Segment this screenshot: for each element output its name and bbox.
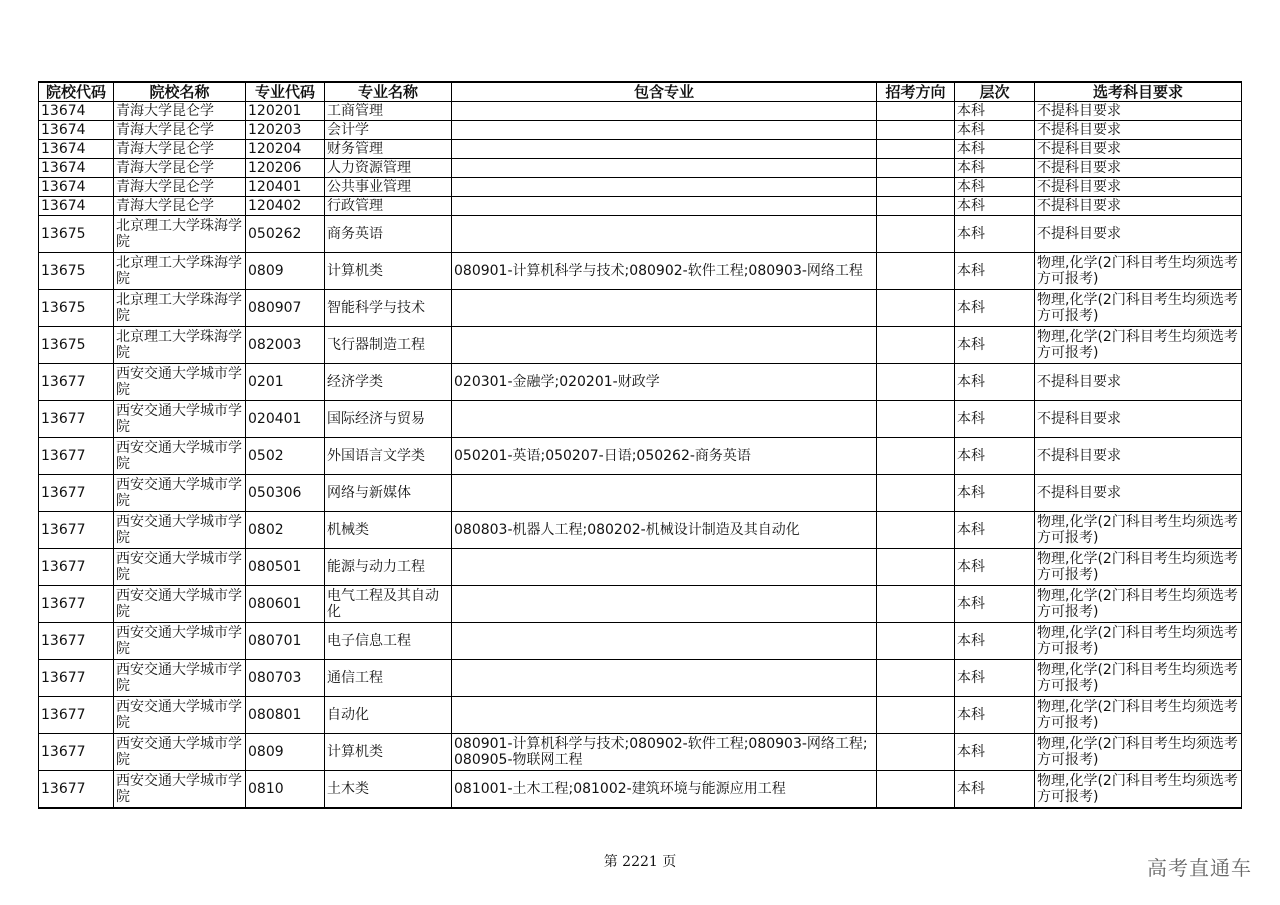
cell-direction	[877, 475, 955, 512]
table-row	[39, 327, 1242, 364]
header-major-code: 专业代码	[246, 82, 325, 102]
cell-direction	[877, 159, 955, 178]
cell-major-code: 120402	[246, 197, 325, 216]
cell-school-name: 西安交通大学城市学院	[114, 475, 246, 512]
cell-included-majors	[452, 159, 877, 178]
cell-school-code: 13677	[39, 697, 114, 734]
table-row	[39, 475, 1242, 512]
cell-school-code: 13677	[39, 660, 114, 697]
cell-subject-requirements: 物理,化学(2门科目考生均须选考方可报考)	[1035, 327, 1242, 364]
table-row	[39, 734, 1242, 771]
cell-subject-requirements: 物理,化学(2门科目考生均须选考方可报考)	[1035, 253, 1242, 290]
cell-level: 本科	[955, 178, 1035, 197]
cell-subject-requirements: 物理,化学(2门科目考生均须选考方可报考)	[1035, 290, 1242, 327]
cell-school-code: 13677	[39, 771, 114, 809]
cell-direction	[877, 290, 955, 327]
cell-major-code: 120401	[246, 178, 325, 197]
cell-subject-requirements: 不提科目要求	[1035, 102, 1242, 121]
cell-included-majors	[452, 660, 877, 697]
cell-included-majors	[452, 623, 877, 660]
cell-major-name: 能源与动力工程	[325, 549, 452, 586]
cell-school-code: 13677	[39, 734, 114, 771]
cell-level: 本科	[955, 197, 1035, 216]
admissions-table	[38, 81, 1242, 809]
cell-school-name: 西安交通大学城市学院	[114, 364, 246, 401]
cell-subject-requirements: 不提科目要求	[1035, 140, 1242, 159]
cell-direction	[877, 586, 955, 623]
cell-major-code: 0809	[246, 734, 325, 771]
cell-major-name: 通信工程	[325, 660, 452, 697]
cell-major-code: 120204	[246, 140, 325, 159]
table-body	[39, 102, 1242, 809]
cell-school-code: 13677	[39, 512, 114, 549]
cell-level: 本科	[955, 771, 1035, 809]
cell-major-name: 财务管理	[325, 140, 452, 159]
table-row	[39, 140, 1242, 159]
cell-school-name: 青海大学昆仑学	[114, 102, 246, 121]
cell-direction	[877, 253, 955, 290]
cell-major-code: 0809	[246, 253, 325, 290]
cell-school-code: 13677	[39, 549, 114, 586]
cell-direction	[877, 327, 955, 364]
table-row	[39, 364, 1242, 401]
table-row	[39, 216, 1242, 253]
table-row	[39, 102, 1242, 121]
cell-major-name: 网络与新媒体	[325, 475, 452, 512]
header-school-name: 院校名称	[114, 82, 246, 102]
cell-subject-requirements: 物理,化学(2门科目考生均须选考方可报考)	[1035, 623, 1242, 660]
cell-included-majors: 080901-计算机科学与技术;080902-软件工程;080903-网络工程	[452, 253, 877, 290]
cell-included-majors	[452, 102, 877, 121]
watermark-logo-text: 高考直通车	[1147, 856, 1252, 880]
page-number: 第 2221 页	[603, 854, 677, 870]
cell-subject-requirements: 不提科目要求	[1035, 159, 1242, 178]
cell-direction	[877, 623, 955, 660]
cell-subject-requirements: 物理,化学(2门科目考生均须选考方可报考)	[1035, 549, 1242, 586]
cell-direction	[877, 216, 955, 253]
cell-level: 本科	[955, 475, 1035, 512]
table-row	[39, 401, 1242, 438]
cell-school-code: 13677	[39, 586, 114, 623]
cell-school-name: 青海大学昆仑学	[114, 197, 246, 216]
cell-subject-requirements: 不提科目要求	[1035, 438, 1242, 475]
cell-included-majors	[452, 549, 877, 586]
cell-direction	[877, 771, 955, 809]
cell-school-code: 13674	[39, 178, 114, 197]
cell-major-code: 050262	[246, 216, 325, 253]
cell-major-code: 080501	[246, 549, 325, 586]
cell-subject-requirements: 物理,化学(2门科目考生均须选考方可报考)	[1035, 660, 1242, 697]
cell-school-name: 北京理工大学珠海学院	[114, 216, 246, 253]
header-included-majors: 包含专业	[452, 82, 877, 102]
table-row	[39, 253, 1242, 290]
cell-school-code: 13674	[39, 121, 114, 140]
cell-school-name: 西安交通大学城市学院	[114, 586, 246, 623]
table-row	[39, 623, 1242, 660]
cell-school-name: 青海大学昆仑学	[114, 121, 246, 140]
cell-included-majors: 020301-金融学;020201-财政学	[452, 364, 877, 401]
cell-major-name: 会计学	[325, 121, 452, 140]
cell-direction	[877, 438, 955, 475]
cell-major-code: 020401	[246, 401, 325, 438]
cell-subject-requirements: 不提科目要求	[1035, 216, 1242, 253]
table-row	[39, 549, 1242, 586]
cell-level: 本科	[955, 401, 1035, 438]
cell-major-name: 计算机类	[325, 253, 452, 290]
cell-school-code: 13675	[39, 216, 114, 253]
cell-direction	[877, 401, 955, 438]
cell-direction	[877, 197, 955, 216]
cell-level: 本科	[955, 697, 1035, 734]
cell-major-code: 0201	[246, 364, 325, 401]
cell-included-majors	[452, 327, 877, 364]
cell-major-code: 080703	[246, 660, 325, 697]
cell-school-name: 西安交通大学城市学院	[114, 660, 246, 697]
table-row	[39, 197, 1242, 216]
cell-school-name: 北京理工大学珠海学院	[114, 253, 246, 290]
cell-major-code: 080801	[246, 697, 325, 734]
cell-school-name: 西安交通大学城市学院	[114, 623, 246, 660]
cell-level: 本科	[955, 140, 1035, 159]
cell-major-name: 土木类	[325, 771, 452, 809]
cell-school-code: 13675	[39, 327, 114, 364]
cell-school-name: 西安交通大学城市学院	[114, 771, 246, 809]
cell-included-majors: 050201-英语;050207-日语;050262-商务英语	[452, 438, 877, 475]
table-row	[39, 159, 1242, 178]
table-header-row	[39, 82, 1242, 102]
header-school-code: 院校代码	[39, 82, 114, 102]
cell-school-code: 13674	[39, 159, 114, 178]
cell-subject-requirements: 物理,化学(2门科目考生均须选考方可报考)	[1035, 697, 1242, 734]
cell-major-name: 公共事业管理	[325, 178, 452, 197]
cell-direction	[877, 697, 955, 734]
cell-school-name: 青海大学昆仑学	[114, 159, 246, 178]
cell-subject-requirements: 不提科目要求	[1035, 401, 1242, 438]
cell-level: 本科	[955, 660, 1035, 697]
cell-subject-requirements: 不提科目要求	[1035, 197, 1242, 216]
cell-school-name: 青海大学昆仑学	[114, 178, 246, 197]
cell-subject-requirements: 物理,化学(2门科目考生均须选考方可报考)	[1035, 512, 1242, 549]
cell-major-name: 电气工程及其自动化	[325, 586, 452, 623]
cell-subject-requirements: 不提科目要求	[1035, 364, 1242, 401]
cell-level: 本科	[955, 102, 1035, 121]
cell-level: 本科	[955, 623, 1035, 660]
cell-major-code: 120203	[246, 121, 325, 140]
cell-major-name: 智能科学与技术	[325, 290, 452, 327]
table-row	[39, 512, 1242, 549]
cell-level: 本科	[955, 512, 1035, 549]
cell-included-majors	[452, 401, 877, 438]
cell-school-name: 西安交通大学城市学院	[114, 549, 246, 586]
cell-major-code: 120206	[246, 159, 325, 178]
cell-level: 本科	[955, 290, 1035, 327]
cell-major-code: 080701	[246, 623, 325, 660]
cell-subject-requirements: 不提科目要求	[1035, 475, 1242, 512]
cell-major-code: 120201	[246, 102, 325, 121]
cell-major-name: 人力资源管理	[325, 159, 452, 178]
table-row	[39, 660, 1242, 697]
table-row	[39, 121, 1242, 140]
table-row	[39, 290, 1242, 327]
cell-direction	[877, 512, 955, 549]
cell-included-majors	[452, 475, 877, 512]
header-level: 层次	[955, 82, 1035, 102]
cell-direction	[877, 734, 955, 771]
cell-school-name: 北京理工大学珠海学院	[114, 327, 246, 364]
cell-included-majors	[452, 290, 877, 327]
cell-direction	[877, 178, 955, 197]
cell-subject-requirements: 物理,化学(2门科目考生均须选考方可报考)	[1035, 771, 1242, 809]
cell-level: 本科	[955, 327, 1035, 364]
cell-major-name: 商务英语	[325, 216, 452, 253]
cell-subject-requirements: 物理,化学(2门科目考生均须选考方可报考)	[1035, 586, 1242, 623]
table-row	[39, 178, 1242, 197]
cell-subject-requirements: 物理,化学(2门科目考生均须选考方可报考)	[1035, 734, 1242, 771]
cell-major-name: 工商管理	[325, 102, 452, 121]
cell-direction	[877, 364, 955, 401]
cell-major-name: 行政管理	[325, 197, 452, 216]
cell-included-majors	[452, 216, 877, 253]
cell-direction	[877, 140, 955, 159]
cell-major-name: 经济学类	[325, 364, 452, 401]
cell-major-name: 国际经济与贸易	[325, 401, 452, 438]
cell-school-name: 青海大学昆仑学	[114, 140, 246, 159]
cell-school-code: 13675	[39, 290, 114, 327]
cell-school-code: 13675	[39, 253, 114, 290]
cell-school-name: 西安交通大学城市学院	[114, 401, 246, 438]
header-major-name: 专业名称	[325, 82, 452, 102]
cell-subject-requirements: 不提科目要求	[1035, 178, 1242, 197]
cell-school-code: 13674	[39, 102, 114, 121]
cell-school-name: 西安交通大学城市学院	[114, 512, 246, 549]
cell-included-majors	[452, 121, 877, 140]
cell-included-majors	[452, 178, 877, 197]
cell-level: 本科	[955, 253, 1035, 290]
cell-level: 本科	[955, 216, 1035, 253]
cell-included-majors: 080803-机器人工程;080202-机械设计制造及其自动化	[452, 512, 877, 549]
cell-included-majors	[452, 140, 877, 159]
header-subject-requirements: 选考科目要求	[1035, 82, 1242, 102]
cell-school-name: 西安交通大学城市学院	[114, 438, 246, 475]
cell-included-majors	[452, 197, 877, 216]
cell-major-name: 电子信息工程	[325, 623, 452, 660]
table-row	[39, 438, 1242, 475]
cell-major-name: 计算机类	[325, 734, 452, 771]
cell-school-name: 西安交通大学城市学院	[114, 734, 246, 771]
cell-school-code: 13674	[39, 197, 114, 216]
cell-direction	[877, 549, 955, 586]
cell-school-name: 北京理工大学珠海学院	[114, 290, 246, 327]
cell-major-name: 飞行器制造工程	[325, 327, 452, 364]
table-row	[39, 586, 1242, 623]
cell-level: 本科	[955, 121, 1035, 140]
cell-level: 本科	[955, 549, 1035, 586]
cell-level: 本科	[955, 438, 1035, 475]
table-row	[39, 697, 1242, 734]
cell-school-code: 13677	[39, 438, 114, 475]
cell-direction	[877, 121, 955, 140]
cell-included-majors	[452, 697, 877, 734]
cell-major-code: 082003	[246, 327, 325, 364]
cell-major-code: 0810	[246, 771, 325, 809]
cell-direction	[877, 102, 955, 121]
cell-major-code: 050306	[246, 475, 325, 512]
header-direction: 招考方向	[877, 82, 955, 102]
cell-level: 本科	[955, 734, 1035, 771]
cell-school-code: 13677	[39, 364, 114, 401]
table-row	[39, 771, 1242, 809]
cell-included-majors	[452, 586, 877, 623]
cell-major-code: 080601	[246, 586, 325, 623]
cell-school-code: 13677	[39, 475, 114, 512]
cell-major-name: 机械类	[325, 512, 452, 549]
cell-level: 本科	[955, 364, 1035, 401]
cell-major-code: 0502	[246, 438, 325, 475]
cell-major-code: 0802	[246, 512, 325, 549]
cell-school-code: 13674	[39, 140, 114, 159]
cell-school-code: 13677	[39, 401, 114, 438]
cell-direction	[877, 660, 955, 697]
cell-school-name: 西安交通大学城市学院	[114, 697, 246, 734]
cell-included-majors: 080901-计算机科学与技术;080902-软件工程;080903-网络工程;080905-物联网工程	[452, 734, 877, 771]
cell-level: 本科	[955, 159, 1035, 178]
cell-school-code: 13677	[39, 623, 114, 660]
cell-major-code: 080907	[246, 290, 325, 327]
cell-major-name: 外国语言文学类	[325, 438, 452, 475]
cell-included-majors: 081001-土木工程;081002-建筑环境与能源应用工程	[452, 771, 877, 809]
cell-subject-requirements: 不提科目要求	[1035, 121, 1242, 140]
cell-major-name: 自动化	[325, 697, 452, 734]
cell-level: 本科	[955, 586, 1035, 623]
